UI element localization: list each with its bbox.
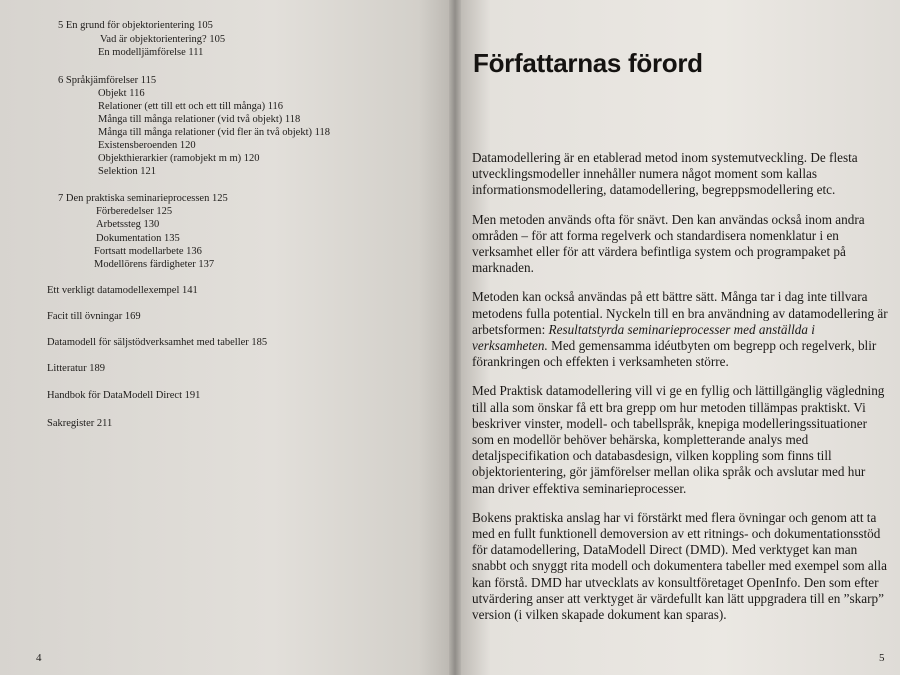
toc-entry: Litteratur 189 (47, 363, 106, 374)
toc-entry: Datamodell för säljstödverksamhet med tabeller 185 (47, 337, 268, 348)
toc-entry: Existensberoenden 120 (98, 140, 196, 151)
toc-entry: Objekt 116 (98, 88, 145, 99)
toc-entry: 5 En grund för objektorientering 105 (58, 20, 213, 31)
preface-paragraph (472, 510, 890, 623)
toc-entry: Fortsatt modellarbete 136 (94, 246, 202, 257)
toc-entry: Facit till övningar 169 (47, 311, 141, 322)
page-number-right: 5 (879, 652, 885, 664)
toc-entry: Modellörens färdigheter 137 (94, 259, 215, 270)
toc-entry: Sakregister 211 (47, 418, 113, 429)
toc-entry: Arbetssteg 130 (96, 219, 160, 230)
toc-entry: Dokumentation 135 (96, 233, 180, 244)
paragraph-text: Datamodellering är en etablerad metod inom systemutveckling. De flesta utvecklingsmodeller innehåller numera något moment som kallas informationsmodellering, datamodellering, begreppsmodellering etc. (472, 150, 858, 198)
toc-entry: 7 Den praktiska seminarieprocessen 125 (58, 193, 228, 204)
toc-entry: Handbok för DataModell Direct 191 (47, 390, 201, 401)
toc-entry: En modelljämförelse 111 (98, 47, 204, 58)
toc-entry: Selektion 121 (98, 166, 157, 177)
preface-body (472, 150, 890, 636)
toc-entry: Många till många relationer (vid fler än två objekt) 118 (98, 127, 330, 138)
toc-entry: Objekthierarkier (ramobjekt m m) 120 (98, 153, 260, 164)
preface-paragraph (472, 212, 890, 277)
paragraph-text: Metoden kan också användas på ett bättre sätt. Många tar i dag inte tillvara metodens fulla potential. Nyckeln till en bra användning av datamodellering är arbetsformen: (472, 289, 888, 337)
paragraph-text: Med Praktisk datamodellering vill vi ge en fyllig och lättillgänglig vägledning till alla som önskar få ett bra grepp om hur metoden tillämpas praktiskt. Vi beskriver vinster, modell- och tabellspråk, knepiga modelleringssituationer som en modellör behöver behärska, kompletterande analys med detaljspecifikation och databasdesign, vilken koppling som finns till objektorientering, gör jämförelser mellan olika språk och avslutar med hur man driver effektiva seminarieprocesser. (472, 383, 885, 496)
toc-entry: Ett verkligt datamodellexempel 141 (47, 285, 198, 296)
toc-entry: Förberedelser 125 (96, 206, 173, 217)
paragraph-text: Med gemensamma idéutbyten om begrepp och regelverk, blir förankringen och effekten i verksamheten större. (472, 338, 877, 370)
toc-entry: 6 Språkjämförelser 115 (58, 75, 157, 86)
toc-entry: Relationer (ett till ett och ett till många) 116 (98, 101, 284, 112)
preface-paragraph (472, 150, 890, 199)
paragraph-text: Bokens praktiska anslag har vi förstärkt med flera övningar och genom att ta med en fullt funktionell demoversion av ett ritnings- och dokumentationsstöd för datamodellering, DataModell Direct (DMD). Med verktyget kan man snabbt och snyggt rita modell och dokumentera tabeller med exempel som alla kan förstå. DMD har utvecklats av konsultföretaget OpenInfo. Den som efter utvärdering anser att verktyget är värdefullt kan lätt uppgradera till en ”skarp” version (i vilken skapade dokument kan sparas). (472, 509, 887, 623)
paragraph-text: Men metoden används ofta för snävt. Den kan användas också inom andra områden – för att forma regelverk och standardisera nomenklatur i en verksamhet eller för att värdera befintliga system och programpaket på marknaden. (472, 211, 865, 276)
emphasized-text: Resultatstyrda seminarieprocesser med anställda i verksamheten. (472, 321, 815, 354)
toc-entry: Många till många relationer (vid två objekt) 118 (98, 114, 301, 125)
preface-paragraph (472, 289, 890, 370)
preface-paragraph (472, 383, 890, 496)
page-number-left: 4 (36, 652, 42, 664)
page-title: Författarnas förord (473, 48, 703, 78)
toc-entry: Vad är objektorientering? 105 (100, 34, 226, 45)
